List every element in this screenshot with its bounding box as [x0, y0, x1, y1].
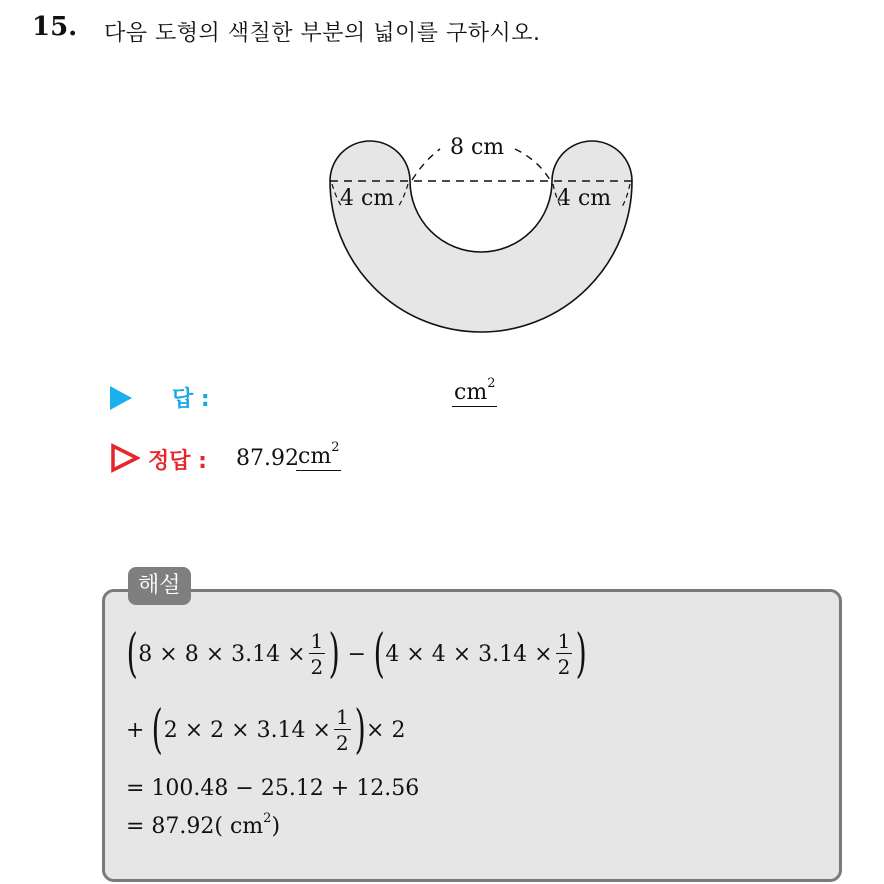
left-paren: ( — [152, 700, 164, 760]
answer-unit-exponent: 2 — [487, 376, 496, 391]
key-label: 정답 : — [148, 449, 207, 474]
key-value: 87.92 — [236, 446, 299, 471]
right-paren: ) — [328, 624, 341, 684]
left-paren: ( — [126, 624, 138, 684]
line2-expr: 2 × 2 × 3.14 × — [163, 717, 331, 743]
label-4cm-right: 4 cm — [557, 186, 612, 211]
right-paren: ) — [354, 700, 366, 760]
frac-num: 1 — [335, 705, 349, 729]
left-paren: ( — [373, 624, 385, 684]
solution-line-4 — [126, 811, 281, 839]
shaded-region — [330, 141, 632, 332]
solution-tag: 해설 — [128, 567, 191, 605]
label-8cm: 8 cm — [450, 135, 505, 160]
frac-num: 1 — [557, 629, 571, 653]
answer-blank-unit[interactable] — [452, 376, 497, 407]
line1-expr-a: 8 × 8 × 3.14 × — [138, 641, 306, 667]
line4-close: ) — [271, 814, 281, 839]
line2-tail: × 2 — [366, 717, 406, 743]
right-paren: ) — [575, 624, 588, 684]
question-number: 15. — [32, 12, 78, 42]
fraction-half — [309, 631, 326, 677]
key-unit-exponent: 2 — [331, 440, 340, 455]
line1-minus: − — [347, 641, 367, 667]
fraction-half — [556, 631, 573, 677]
frac-den: 2 — [310, 655, 324, 679]
key-unit-text: cm — [298, 444, 332, 469]
answer-label: 답 : — [172, 387, 210, 412]
solution-line-2 — [126, 700, 406, 760]
line4-text: = 87.92( cm — [126, 814, 264, 839]
fraction-half — [334, 707, 351, 753]
label-4cm-left: 4 cm — [340, 186, 395, 211]
solution-line-1 — [126, 624, 588, 684]
answer-unit-text: cm — [454, 380, 488, 405]
frac-num: 1 — [310, 629, 324, 653]
frac-den: 2 — [557, 655, 571, 679]
play-triangle-outline-icon — [110, 443, 140, 473]
shaded-figure — [320, 120, 640, 340]
inner-radius-dashed-arc — [412, 149, 440, 180]
play-triangle-filled-icon — [110, 386, 132, 410]
inner-radius-dashed-arc-right — [515, 149, 550, 180]
answer-row — [110, 380, 132, 416]
solution-line-3 — [126, 776, 419, 801]
frac-den: 2 — [335, 731, 349, 755]
line2-plus: + — [126, 717, 145, 743]
key-unit — [296, 440, 341, 471]
line4-exponent: 2 — [263, 811, 272, 826]
question-text: 다음 도형의 색칠한 부분의 넓이를 구하시오. — [104, 21, 541, 46]
line1-expr-b: 4 × 4 × 3.14 × — [385, 641, 553, 667]
line3-text: = 100.48 − 25.12 + 12.56 — [126, 776, 420, 801]
